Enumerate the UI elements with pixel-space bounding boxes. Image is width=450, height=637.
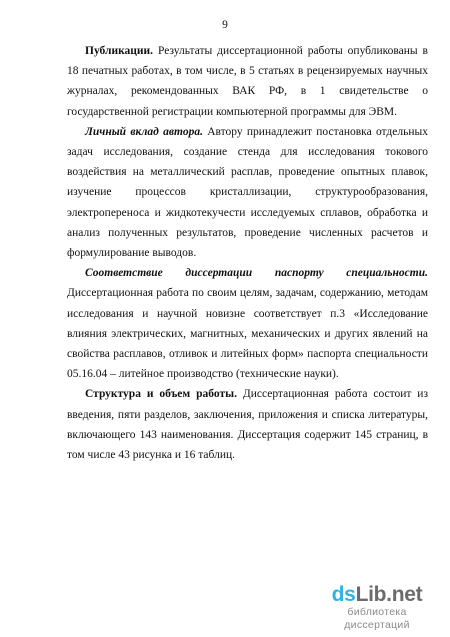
logo-lib: Lib: [355, 583, 387, 606]
paragraph-text-structure: Диссертационная работа состоит из введения, пяти разделов, заключения, приложения и списка литературы, включающего 143 наименования. Диссертация содержит 145 страниц, в том числе 43 рисунка и 16 таблиц.: [67, 388, 428, 462]
paragraph-publications: [67, 41, 428, 122]
dslib-watermark: [322, 584, 432, 632]
logo-ds: ds: [331, 583, 356, 606]
logo-dot: .: [386, 583, 392, 606]
paragraph-heading-specialty-compliance: Соответствие диссертации паспорту специальности.: [85, 267, 428, 280]
watermark-subtitle: библиотека диссертаций: [344, 606, 410, 631]
page-number: 9: [222, 19, 228, 31]
logo-net: net: [391, 583, 423, 606]
paragraph-heading-publications: Публикации.: [85, 45, 154, 57]
paragraph-text-personal-contribution: Автору принадлежит постановка отдельных задач исследования, создание стенда для исследования токового воздействия на металлический расплав, проведение опытных плавок, изучение процессов кристаллизации, структурообразования, электропереноса и жидкотекучести исследуемых сплавов, обработка и анализ полученных результатов, проведение численных расчетов и формулирование выводов.: [67, 125, 428, 260]
paragraph-personal-contribution: [67, 122, 428, 263]
paragraph-text-specialty-compliance: Диссертационная работа по своим целям, задачам, содержанию, методам исследования и научной новизне соответствует п.3 «Исследование влияния электрических, магнитных, механических и других явлений на свойства расплавов, отливок и литейных форм» паспорта специальности 05.16.04 – литейное производство (технические науки).: [67, 287, 428, 381]
dslib-logo: [322, 584, 432, 606]
paragraph-heading-personal-contribution: Личный вклад автора.: [85, 125, 203, 138]
document-body: [67, 41, 428, 465]
paragraph-text-publications: Результаты диссертационной работы опубликованы в 18 печатных работах, в том числе, в 5 статьях в рецензируемых научных журналах, рекомендованных ВАК РФ, в 1 свидетельстве о государственной регистрации компьютерной программы для ЭВМ.: [67, 45, 428, 118]
paragraph-structure: [67, 384, 428, 465]
paragraph-specialty-compliance: [67, 263, 428, 384]
paragraph-heading-structure: Структура и объем работы.: [85, 388, 237, 401]
